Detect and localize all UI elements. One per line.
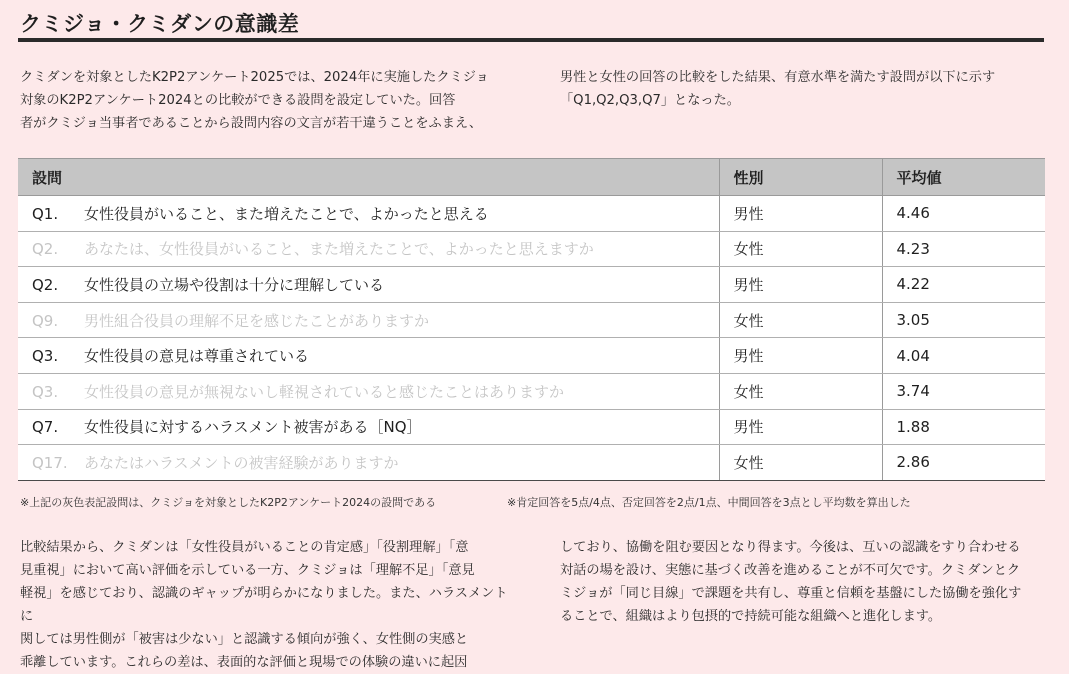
table-row — [18, 267, 1045, 303]
gender-cell: 男性 — [719, 196, 882, 232]
question-cell — [18, 373, 719, 409]
question-text: 女性役員に対するハラスメント被害がある［NQ］ — [84, 418, 422, 437]
header-average: 平均値 — [882, 159, 1045, 196]
table-row — [18, 373, 1045, 409]
table-row — [18, 338, 1045, 374]
comparison-table — [18, 158, 1045, 481]
gender-cell: 男性 — [719, 267, 882, 303]
question-cell — [18, 302, 719, 338]
question-text: 男性組合役員の理解不足を感じたことがありますか — [84, 311, 430, 330]
question-number: Q2. — [32, 240, 59, 259]
question-text: あなたはハラスメントの被害経験がありますか — [84, 453, 399, 472]
average-cell: 3.74 — [882, 373, 1045, 409]
header-gender: 性別 — [719, 159, 882, 196]
average-cell: 4.23 — [882, 231, 1045, 267]
average-cell: 2.86 — [882, 445, 1045, 481]
gender-cell: 女性 — [719, 373, 882, 409]
table-row — [18, 231, 1045, 267]
footnote-gray-questions: ※上記の灰色表記設問は、クミジョを対象としたK2P2アンケート2024の設問である — [20, 496, 437, 509]
question-cell — [18, 338, 719, 374]
intro-paragraph-left: クミダンを対象としたK2P2アンケート2025では、2024年に実施したクミジョ 対象のK2P2アンケート2024との比較ができる設問を設定していた。回答 者がクミジョ当事者であることから設問内容の文言が若干違うことをふまえ、 — [20, 70, 489, 131]
page-title: クミジョ・クミダンの意識差 — [20, 12, 300, 36]
table-header-row — [18, 159, 1045, 196]
question-cell — [18, 409, 719, 445]
question-number: Q1. — [32, 204, 59, 223]
question-cell — [18, 267, 719, 303]
table-row — [18, 196, 1045, 232]
average-cell: 3.05 — [882, 302, 1045, 338]
gender-cell: 男性 — [719, 409, 882, 445]
question-number: Q2. — [32, 275, 59, 294]
header-question: 設問 — [18, 159, 719, 196]
question-number: Q3. — [32, 382, 59, 401]
footnote-scoring: ※肯定回答を5点/4点、否定回答を2点/1点、中間回答を3点とし平均数を算出した — [507, 496, 911, 509]
gender-cell: 女性 — [719, 445, 882, 481]
average-cell: 1.88 — [882, 409, 1045, 445]
question-cell — [18, 196, 719, 232]
question-number: Q9. — [32, 311, 59, 330]
question-number: Q7. — [32, 418, 59, 437]
title-divider — [18, 38, 1044, 42]
gender-cell: 女性 — [719, 302, 882, 338]
question-number: Q3. — [32, 347, 59, 366]
question-text: 女性役員の意見は尊重されている — [84, 347, 310, 366]
gender-cell: 男性 — [719, 338, 882, 374]
gender-cell: 女性 — [719, 231, 882, 267]
question-cell — [18, 445, 719, 481]
question-text: 女性役員の立場や役割は十分に理解している — [84, 275, 385, 294]
question-number: Q17. — [32, 453, 68, 472]
table-row — [18, 445, 1045, 481]
conclusion-paragraph-right: しており、協働を阻む要因となり得ます。今後は、互いの認識をすり合わせる 対話の場を設け、実態に基づく改善を進めることが不可欠です。クミダンとク ミジョが「同じ目線」で課題を共有し、尊重と信頼を基盤にした協働を強化す ることで、組織はより包摂的で持続可能な組織へと進化します。 — [560, 540, 1022, 624]
question-text: 女性役員の意見が無視ないし軽視されていると感じたことはありますか — [84, 382, 565, 401]
average-cell: 4.22 — [882, 267, 1045, 303]
average-cell: 4.46 — [882, 196, 1045, 232]
question-text: 女性役員がいること、また増えたことで、よかったと思える — [84, 204, 489, 223]
conclusion-paragraph-left: 比較結果から、クミダンは「女性役員がいることの肯定感」「役割理解」「意 見重視」において高い評価を示している一方、クミジョは「理解不足」「意見 軽視」を感じており、認識のギャップが明らかになりました。また、ハラスメントに 関しては男性側が「被害は少ない」と認識する傾向が強く、女性側の実感と 乖離しています。これらの差は、表面的な評価と現場での体験の違いに起因 — [20, 540, 508, 670]
question-cell — [18, 231, 719, 267]
question-text: あなたは、女性役員がいること、また増えたことで、よかったと思えますか — [84, 240, 594, 259]
table-row — [18, 409, 1045, 445]
intro-paragraph-right: 男性と女性の回答の比較をした結果、有意水準を満たす設問が以下に示す 「Q1,Q2,Q3,Q7」となった。 — [560, 70, 996, 108]
table-row — [18, 302, 1045, 338]
average-cell: 4.04 — [882, 338, 1045, 374]
